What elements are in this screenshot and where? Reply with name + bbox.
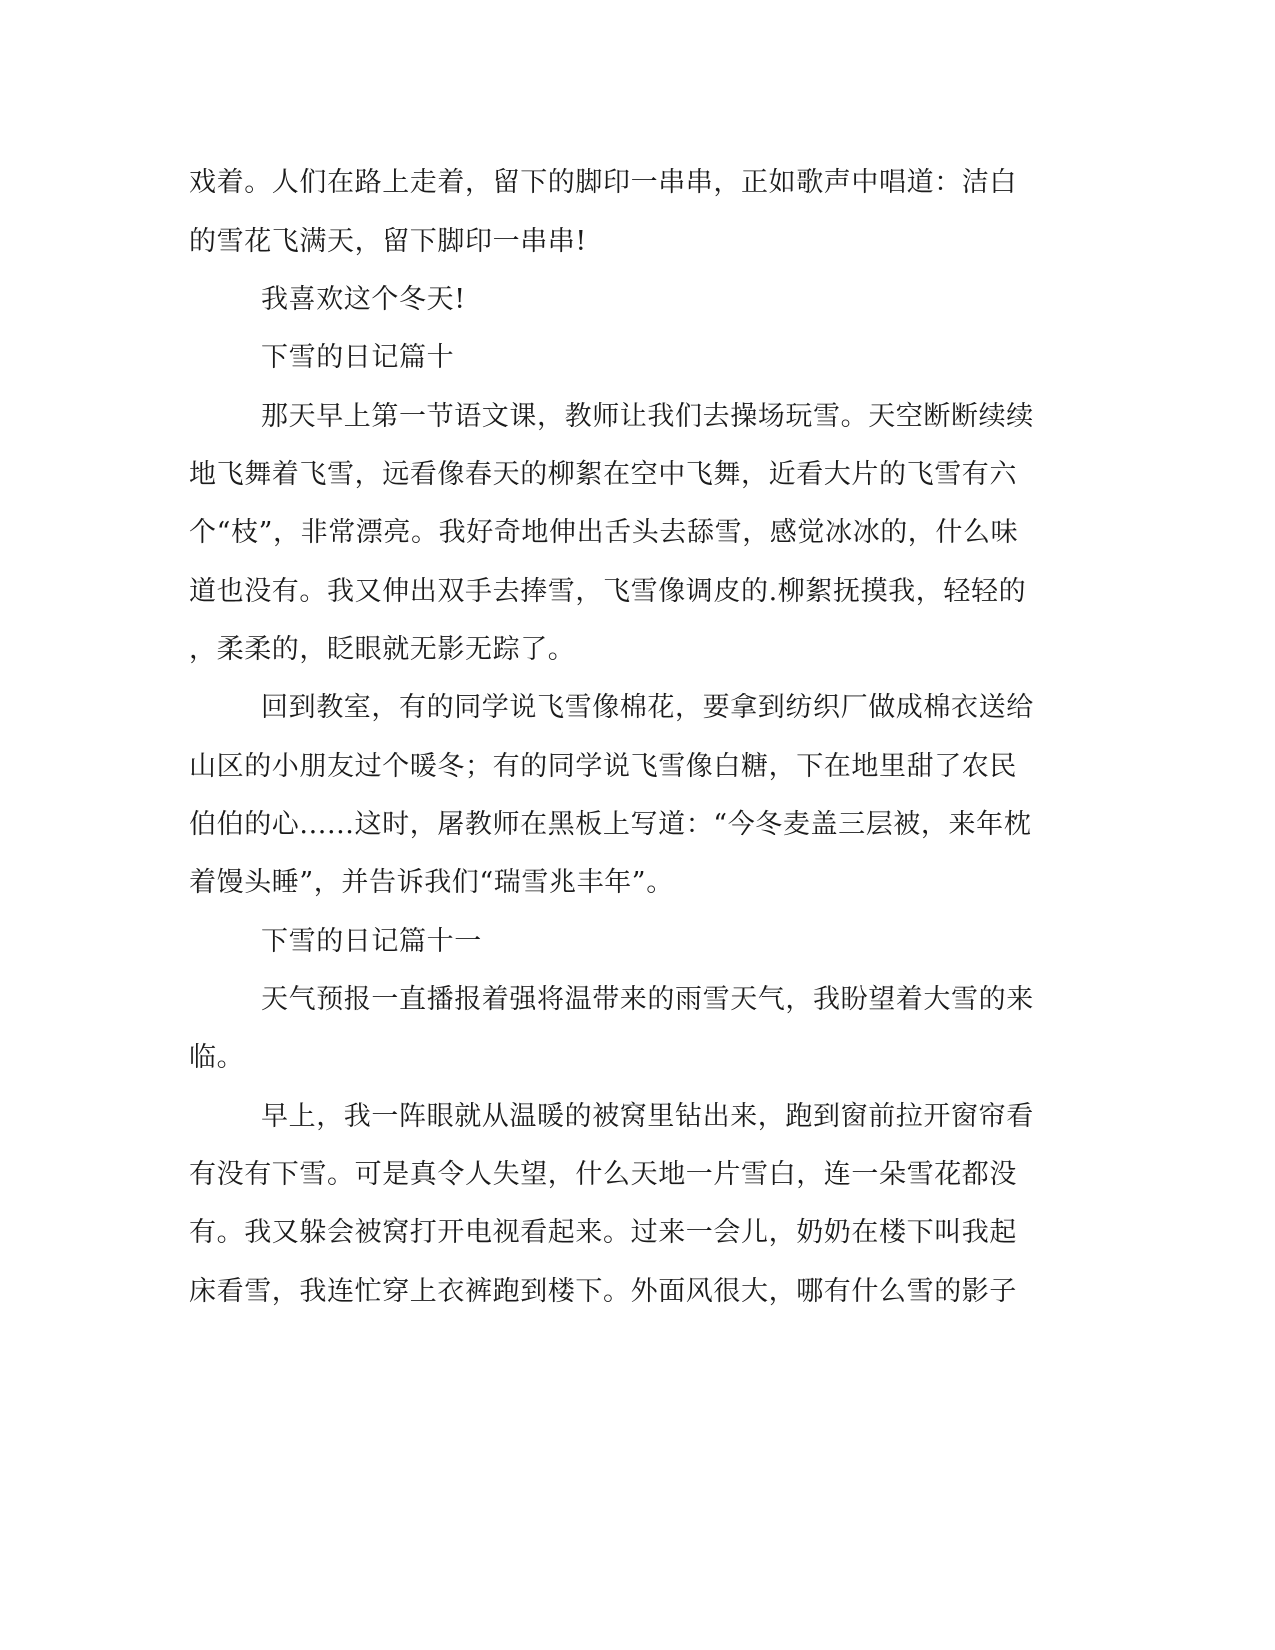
text-line: 我喜欢这个冬天! [261,284,466,315]
section-heading: 下雪的日记篇十 [261,342,455,373]
text-line: 戏着。人们在路上走着，留下的脚印一串串，正如歌声中唱道：洁白 [189,167,1017,198]
text-line: 有没有下雪。可是真令人失望，什么天地一片雪白，连一朵雪花都没 [189,1159,1017,1190]
text-line: 那天早上第一节语文课，教师让我们去操场玩雪。天空断断续续 [261,401,1034,432]
text-line: 有。我又躲会被窝打开电视看起来。过来一会儿，奶奶在楼下叫我起 [189,1217,1017,1248]
text-line: 早上，我一阵眼就从温暖的被窝里钻出来，跑到窗前拉开窗帘看 [261,1101,1034,1132]
text-line: 床看雪，我连忙穿上衣裤跑到楼下。外面风很大，哪有什么雪的影子 [189,1276,1017,1307]
text-line: 回到教室，有的同学说飞雪像棉花，要拿到纺织厂做成棉衣送给 [261,692,1034,723]
text-line: 道也没有。我又伸出双手去捧雪，飞雪像调皮的.柳絮抚摸我，轻轻的 [189,576,1027,607]
text-line: 伯伯的心......这时，屠教师在黑板上写道：“今冬麦盖三层被，来年枕 [189,809,1032,840]
text-line: 天气预报一直播报着强将温带来的雨雪天气，我盼望着大雪的来 [261,984,1034,1015]
text-line: 地飞舞着飞雪，远看像春天的柳絮在空中飞舞，近看大片的飞雪有六 [189,459,1017,490]
text-line: 临。 [189,1042,245,1073]
text-line: 山区的小朋友过个暖冬；有的同学说飞雪像白糖，下在地里甜了农民 [189,751,1017,782]
text-line: 着馒头睡”，并告诉我们“瑞雪兆丰年”。 [189,867,674,898]
text-line: 个“枝”，非常漂亮。我好奇地伸出舌头去舔雪，感觉冰冰的，什么味 [189,517,1019,548]
section-heading: 下雪的日记篇十一 [261,926,482,957]
text-line: 的雪花飞满天，留下脚印一串串! [189,226,587,257]
text-line: ，柔柔的，眨眼就无影无踪了。 [189,634,576,665]
